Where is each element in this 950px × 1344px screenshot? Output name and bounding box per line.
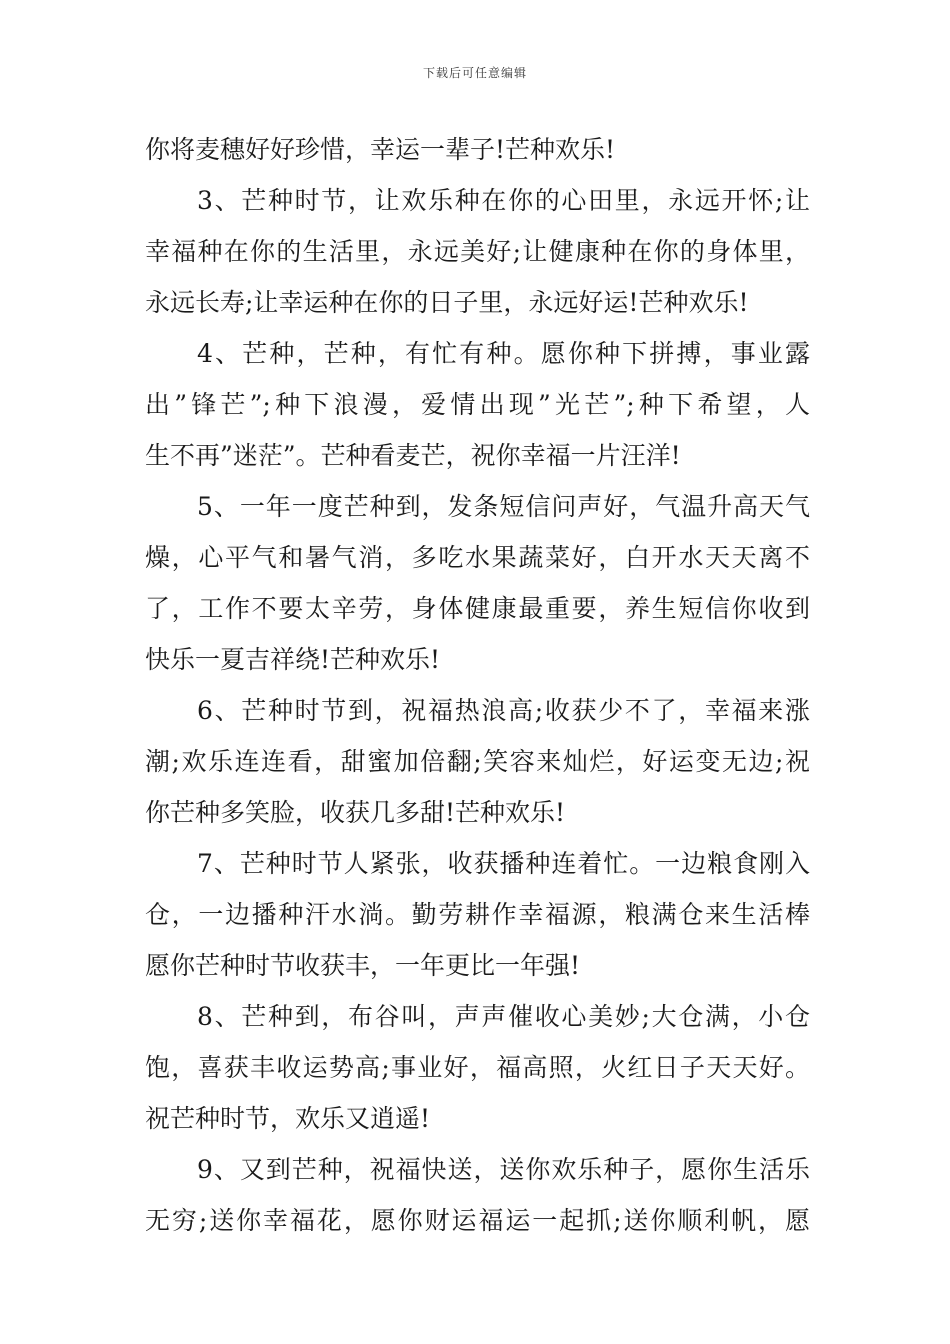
text-line: 你将麦穗好好珍惜，幸运一辈子!芒种欢乐! [145,135,616,164]
text-line: 5、一年一度芒种到，发条短信问声好，气温升高天气 [197,492,810,521]
text-line: 永远长寿;让幸运种在你的日子里，永远好运!芒种欢乐! [145,288,749,317]
text-line: 了，工作不要太辛劳，身体健康最重要，养生短信你收到 [145,594,810,623]
paragraph [145,481,810,685]
paragraph [145,991,810,1144]
text-line: 出”锋芒”;种下浪漫，爱情出现”光芒”;种下希望，人 [145,390,810,419]
text-line: 4、芒种，芒种，有忙有种。愿你种下拼搏，事业露 [197,339,810,368]
text-line: 幸福种在你的生活里，永远美好;让健康种在你的身体里， [145,237,810,266]
text-line: 燥，心平气和暑气消，多吃水果蔬菜好，白开水天天离不 [145,543,810,572]
text-line: 饱，喜获丰收运势高;事业好，福高照，火红日子天天好。 [145,1053,810,1082]
paragraph [145,838,810,991]
paragraph [145,175,810,328]
paragraph [145,328,810,481]
text-line: 愿你芒种时节收获丰，一年更比一年强! [145,951,581,980]
document-body [145,124,810,1246]
paragraph [145,1144,810,1246]
paragraph [145,124,810,175]
text-line: 6、芒种时节到，祝福热浪高;收获少不了，幸福来涨 [197,696,810,725]
page-header: 下载后可任意编辑 [422,66,527,80]
text-line: 无穷;送你幸福花，愿你财运福运一起抓;送你顺利帆，愿 [145,1206,810,1235]
text-line: 仓，一边播种汗水淌。勤劳耕作幸福源，粮满仓来生活棒 [145,900,810,929]
text-line: 3、芒种时节，让欢乐种在你的心田里，永远开怀;让 [197,186,810,215]
text-line: 8、芒种到，布谷叫，声声催收心美妙;大仓满，小仓 [197,1002,810,1031]
text-line: 你芒种多笑脸，收获几多甜!芒种欢乐! [145,798,566,827]
text-line: 9、又到芒种，祝福快送，送你欢乐种子，愿你生活乐 [197,1155,810,1184]
text-line: 潮;欢乐连连看，甜蜜加倍翻;笑容来灿烂，好运变无边;祝 [145,747,810,776]
paragraph [145,685,810,838]
text-line: 生不再”迷茫”。芒种看麦芒，祝你幸福一片汪洋! [145,441,681,470]
text-line: 7、芒种时节人紧张，收获播种连着忙。一边粮食刚入 [197,849,810,878]
text-line: 快乐一夏吉祥绕!芒种欢乐! [145,645,441,674]
text-line: 祝芒种时节，欢乐又逍遥! [145,1104,431,1133]
